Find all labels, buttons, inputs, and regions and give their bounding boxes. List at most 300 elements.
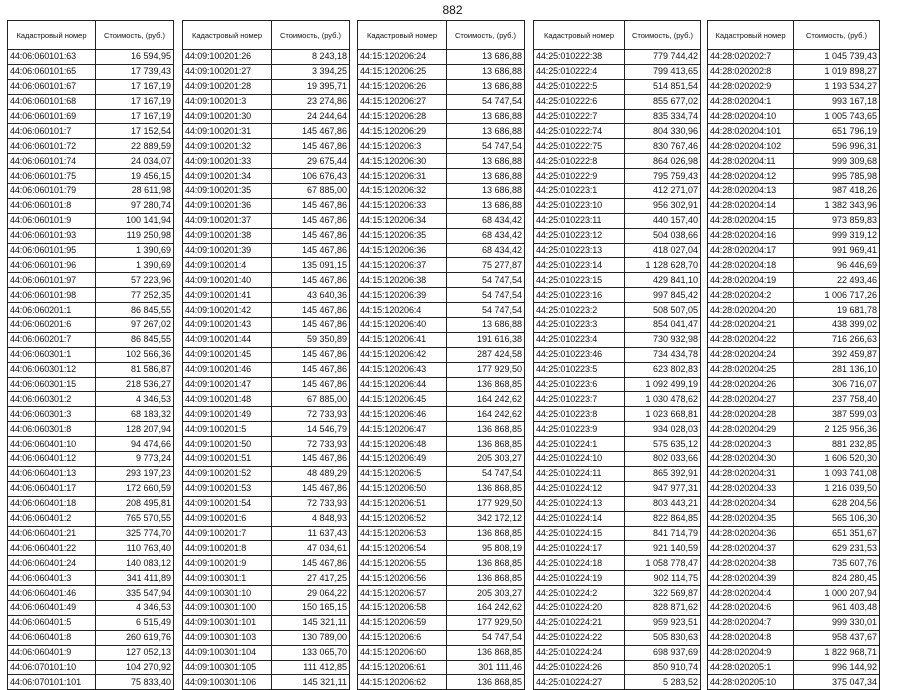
table-row [534, 407, 701, 422]
cadastral-number: 44:06:060201:6 [8, 318, 96, 333]
cost-value: 16 594,95 [96, 50, 174, 65]
cadastral-number: 44:09:100301:1 [183, 571, 272, 586]
cadastral-number: 44:28:020204:12 [708, 169, 794, 184]
cost-value: 342 172,12 [447, 511, 525, 526]
cadastral-number: 44:06:060401:3 [8, 571, 96, 586]
cost-value: 1 030 478,62 [625, 392, 701, 407]
table-row [8, 437, 174, 452]
cadastral-number: 44:25:010223:4 [534, 332, 625, 347]
table-row [534, 526, 701, 541]
cost-value: 28 611,98 [96, 184, 174, 199]
cadastral-number: 44:28:020204:37 [708, 541, 794, 556]
table-row [183, 615, 350, 630]
table-row [708, 496, 880, 511]
table-row [358, 184, 525, 199]
cost-value: 68 434,42 [447, 228, 525, 243]
cost-value: 505 830,63 [625, 630, 701, 645]
cadastral-number: 44:15:120206:42 [358, 347, 447, 362]
cadastral-number: 44:09:100301:104 [183, 645, 272, 660]
table-row [708, 422, 880, 437]
cost-value: 68 434,42 [447, 243, 525, 258]
cadastral-number: 44:28:020204:17 [708, 243, 794, 258]
cost-value: 4 346,53 [96, 600, 174, 615]
cadastral-number: 44:25:010224:20 [534, 600, 625, 615]
cadastral-number: 44:06:060401:10 [8, 437, 96, 452]
cost-value: 824 280,45 [794, 571, 880, 586]
cost-value: 1 092 499,19 [625, 377, 701, 392]
table-row [8, 139, 174, 154]
cadastral-number: 44:15:120206:24 [358, 50, 447, 65]
cadastral-number: 44:25:010223:7 [534, 392, 625, 407]
header-cost: Стоимость, (руб.) [96, 21, 174, 50]
cost-value: 959 923,51 [625, 615, 701, 630]
cost-value: 72 733,93 [272, 437, 350, 452]
table-row [708, 258, 880, 273]
cadastral-number: 44:15:120206:6 [358, 630, 447, 645]
table-row [183, 556, 350, 571]
cost-value: 961 403,48 [794, 600, 880, 615]
table-row [708, 556, 880, 571]
table-row [358, 586, 525, 601]
cadastral-number: 44:28:020204:38 [708, 556, 794, 571]
table-row [358, 452, 525, 467]
cadastral-number: 44:25:010223:9 [534, 422, 625, 437]
cost-value: 1 093 741,08 [794, 466, 880, 481]
table-row [708, 79, 880, 94]
table-row [183, 377, 350, 392]
table-row [708, 124, 880, 139]
table-row [534, 154, 701, 169]
cost-value: 145 467,86 [272, 124, 350, 139]
cost-value: 47 034,61 [272, 541, 350, 556]
table-row [358, 94, 525, 109]
table-row [8, 198, 174, 213]
cost-value: 440 157,40 [625, 213, 701, 228]
table-row [358, 630, 525, 645]
table-row [358, 64, 525, 79]
cost-value: 716 266,63 [794, 332, 880, 347]
cost-value: 111 412,85 [272, 660, 350, 675]
cadastral-number: 44:09:100201:45 [183, 347, 272, 362]
table-row [8, 481, 174, 496]
table-row [183, 64, 350, 79]
header-cost: Стоимость, (руб.) [625, 21, 701, 50]
table-row [358, 124, 525, 139]
cadastral-number: 44:28:020204:1 [708, 94, 794, 109]
table-row [708, 169, 880, 184]
table-row [183, 586, 350, 601]
table-row [358, 50, 525, 65]
table-row [8, 511, 174, 526]
cadastral-number: 44:15:120206:51 [358, 496, 447, 511]
cost-value: 325 774,70 [96, 526, 174, 541]
table-row [358, 660, 525, 675]
table-row [358, 645, 525, 660]
cadastral-number: 44:25:010223:5 [534, 362, 625, 377]
cost-value: 804 330,96 [625, 124, 701, 139]
cadastral-number: 44:25:010224:21 [534, 615, 625, 630]
cadastral-number: 44:15:120206:28 [358, 109, 447, 124]
cadastral-number: 44:06:060101:69 [8, 109, 96, 124]
cadastral-number: 44:15:120206:5 [358, 466, 447, 481]
cadastral-number: 44:25:010224:18 [534, 556, 625, 571]
table-row [534, 184, 701, 199]
cost-value: 24 244,64 [272, 109, 350, 124]
cadastral-number: 44:28:020204:28 [708, 407, 794, 422]
table-row [183, 347, 350, 362]
table-row [708, 466, 880, 481]
cost-value: 14 546,79 [272, 422, 350, 437]
cost-value: 13 686,88 [447, 50, 525, 65]
table-row [534, 318, 701, 333]
cadastral-number: 44:06:060401:9 [8, 645, 96, 660]
table-row [183, 645, 350, 660]
table-row [708, 50, 880, 65]
cadastral-number: 44:28:020204:18 [708, 258, 794, 273]
cadastral-number: 44:09:100201:40 [183, 273, 272, 288]
table-row [8, 556, 174, 571]
table-row [358, 318, 525, 333]
table-row [358, 139, 525, 154]
cadastral-number: 44:09:100201:47 [183, 377, 272, 392]
cost-value: 191 616,38 [447, 332, 525, 347]
cadastral-number: 44:09:100201:31 [183, 124, 272, 139]
table-row [183, 437, 350, 452]
cadastral-number: 44:09:100301:105 [183, 660, 272, 675]
table-row [358, 496, 525, 511]
cadastral-number: 44:06:060101:65 [8, 64, 96, 79]
cadastral-number: 44:28:020204:13 [708, 184, 794, 199]
cost-value: 335 547,94 [96, 586, 174, 601]
table-row [708, 541, 880, 556]
table-row [534, 124, 701, 139]
table-row [708, 303, 880, 318]
header-cost: Стоимость, (руб.) [272, 21, 350, 50]
cadastral-number: 44:09:100201:7 [183, 526, 272, 541]
cost-value: 145 321,11 [272, 615, 350, 630]
table-row [708, 660, 880, 675]
table-row [534, 511, 701, 526]
cost-value: 177 929,50 [447, 496, 525, 511]
cost-value: 802 033,66 [625, 452, 701, 467]
cadastral-number: 44:09:100301:101 [183, 615, 272, 630]
table-row [534, 377, 701, 392]
table-row [358, 198, 525, 213]
cost-value: 136 868,85 [447, 377, 525, 392]
cadastral-number: 44:06:070101:10 [8, 660, 96, 675]
table-row [8, 392, 174, 407]
cost-value: 1 382 343,96 [794, 198, 880, 213]
cost-value: 281 136,10 [794, 362, 880, 377]
cadastral-number: 44:25:010223:2 [534, 303, 625, 318]
cadastral-number: 44:06:060401:18 [8, 496, 96, 511]
table-row [534, 303, 701, 318]
table-row [183, 184, 350, 199]
table-row [183, 496, 350, 511]
table-row [534, 422, 701, 437]
table-row [8, 615, 174, 630]
cost-value: 17 167,19 [96, 94, 174, 109]
cadastral-number: 44:28:020204:11 [708, 154, 794, 169]
cost-value: 136 868,85 [447, 645, 525, 660]
cadastral-number: 44:28:020204:29 [708, 422, 794, 437]
cadastral-number: 44:15:120206:59 [358, 615, 447, 630]
cost-value: 854 041,47 [625, 318, 701, 333]
cost-value: 730 932,98 [625, 332, 701, 347]
cost-value: 1 822 968,71 [794, 645, 880, 660]
cadastral-number: 44:25:010223:6 [534, 377, 625, 392]
cost-value: 412 271,07 [625, 184, 701, 199]
cost-value: 22 493,46 [794, 273, 880, 288]
cadastral-number: 44:15:120206:34 [358, 213, 447, 228]
table-row [534, 288, 701, 303]
cost-value: 29 064,22 [272, 586, 350, 601]
cost-value: 97 267,02 [96, 318, 174, 333]
table-row [183, 258, 350, 273]
cost-value: 13 686,88 [447, 184, 525, 199]
cost-value: 29 675,44 [272, 154, 350, 169]
table-row [8, 526, 174, 541]
cadastral-number: 44:09:100201:36 [183, 198, 272, 213]
cost-value: 13 686,88 [447, 124, 525, 139]
table-row [708, 228, 880, 243]
cadastral-number: 44:06:060101:93 [8, 228, 96, 243]
cadastral-number: 44:28:020204:15 [708, 213, 794, 228]
cost-value: 921 140,59 [625, 541, 701, 556]
cost-value: 54 747,54 [447, 303, 525, 318]
table-row [183, 660, 350, 675]
table-row [183, 332, 350, 347]
cadastral-number: 44:06:060101:75 [8, 169, 96, 184]
table-row [183, 213, 350, 228]
table-row [183, 541, 350, 556]
cost-value: 1 058 778,47 [625, 556, 701, 571]
cadastral-number: 44:25:010223:14 [534, 258, 625, 273]
cost-value: 13 686,88 [447, 109, 525, 124]
table-row [183, 600, 350, 615]
table-row [358, 154, 525, 169]
cost-value: 208 495,81 [96, 496, 174, 511]
cadastral-number: 44:15:120206:46 [358, 407, 447, 422]
table-row [708, 288, 880, 303]
cadastral-number: 44:09:100201:53 [183, 481, 272, 496]
cadastral-number: 44:15:120206:4 [358, 303, 447, 318]
cost-value: 145 467,86 [272, 243, 350, 258]
cost-value: 822 864,85 [625, 511, 701, 526]
table-row [8, 79, 174, 94]
cadastral-table-5 [707, 20, 880, 690]
table-row [534, 615, 701, 630]
header-cadastral: Кадастровый номер [8, 21, 96, 50]
cadastral-number: 44:25:010224:27 [534, 675, 625, 690]
table-row [358, 407, 525, 422]
cadastral-number: 44:15:120206:27 [358, 94, 447, 109]
cost-value: 136 868,85 [447, 571, 525, 586]
cadastral-number: 44:06:060401:8 [8, 630, 96, 645]
cost-value: 19 456,15 [96, 169, 174, 184]
cadastral-number: 44:09:100201:27 [183, 64, 272, 79]
table-row [8, 362, 174, 377]
cadastral-number: 44:25:010224:17 [534, 541, 625, 556]
table-row [708, 184, 880, 199]
cost-value: 4 346,53 [96, 392, 174, 407]
cost-value: 136 868,85 [447, 556, 525, 571]
cadastral-number: 44:06:060101:8 [8, 198, 96, 213]
cadastral-number: 44:09:100201:3 [183, 94, 272, 109]
cadastral-number: 44:15:120206:32 [358, 184, 447, 199]
table-row [708, 362, 880, 377]
cadastral-number: 44:15:120206:3 [358, 139, 447, 154]
cost-value: 164 242,62 [447, 392, 525, 407]
cadastral-number: 44:09:100201:52 [183, 466, 272, 481]
table-row [358, 377, 525, 392]
cadastral-number: 44:25:010224:1 [534, 437, 625, 452]
cadastral-number: 44:25:010223:3 [534, 318, 625, 333]
cost-value: 5 283,52 [625, 675, 701, 690]
cadastral-number: 44:06:060301:12 [8, 362, 96, 377]
table-row [534, 198, 701, 213]
table-row [358, 600, 525, 615]
table-row [183, 526, 350, 541]
table-row [358, 169, 525, 184]
table-row [183, 154, 350, 169]
table-row [534, 630, 701, 645]
cost-value: 24 034,07 [96, 154, 174, 169]
table-row [8, 332, 174, 347]
cost-value: 1 390,69 [96, 243, 174, 258]
cadastral-number: 44:09:100201:5 [183, 422, 272, 437]
cadastral-number: 44:09:100201:33 [183, 154, 272, 169]
cost-value: 835 334,74 [625, 109, 701, 124]
table-row [8, 645, 174, 660]
cost-value: 1 216 039,50 [794, 481, 880, 496]
cadastral-table-4 [533, 20, 701, 690]
cadastral-number: 44:09:100201:46 [183, 362, 272, 377]
table-row [534, 139, 701, 154]
cost-value: 145 467,86 [272, 318, 350, 333]
cost-value: 387 599,03 [794, 407, 880, 422]
table-row [358, 362, 525, 377]
table-row [534, 645, 701, 660]
table-row [358, 243, 525, 258]
cadastral-number: 44:25:010223:8 [534, 407, 625, 422]
cost-value: 145 467,86 [272, 303, 350, 318]
cost-value: 795 759,43 [625, 169, 701, 184]
table-row [358, 258, 525, 273]
table-row [708, 392, 880, 407]
cost-value: 68 183,32 [96, 407, 174, 422]
cost-value: 86 845,55 [96, 303, 174, 318]
cost-value: 306 716,07 [794, 377, 880, 392]
cost-value: 145 467,86 [272, 481, 350, 496]
cadastral-number: 44:09:100201:32 [183, 139, 272, 154]
cost-value: 993 167,18 [794, 94, 880, 109]
cadastral-number: 44:25:010222:9 [534, 169, 625, 184]
cadastral-number: 44:15:120206:43 [358, 362, 447, 377]
cost-value: 237 758,40 [794, 392, 880, 407]
cost-value: 1 390,69 [96, 258, 174, 273]
cadastral-number: 44:28:020204:35 [708, 511, 794, 526]
cadastral-number: 44:25:010222:6 [534, 94, 625, 109]
table-row [534, 496, 701, 511]
table-row [534, 481, 701, 496]
cost-value: 145 321,11 [272, 675, 350, 690]
cadastral-number: 44:28:020204:2 [708, 288, 794, 303]
cadastral-number: 44:06:060101:98 [8, 288, 96, 303]
table-row [358, 511, 525, 526]
cost-value: 100 141,94 [96, 213, 174, 228]
table-row [534, 94, 701, 109]
cadastral-number: 44:09:100201:44 [183, 332, 272, 347]
table-row [358, 571, 525, 586]
cadastral-number: 44:28:020204:14 [708, 198, 794, 213]
cadastral-number: 44:25:010224:19 [534, 571, 625, 586]
cadastral-number: 44:06:060101:68 [8, 94, 96, 109]
cost-value: 86 845,55 [96, 332, 174, 347]
cadastral-number: 44:15:120206:53 [358, 526, 447, 541]
cadastral-number: 44:09:100201:51 [183, 452, 272, 467]
cadastral-number: 44:28:020204:21 [708, 318, 794, 333]
cost-value: 140 083,12 [96, 556, 174, 571]
cadastral-number: 44:06:060401:46 [8, 586, 96, 601]
cost-value: 803 443,21 [625, 496, 701, 511]
table-row [8, 228, 174, 243]
cadastral-number: 44:06:060101:74 [8, 154, 96, 169]
cadastral-number: 44:28:020204:36 [708, 526, 794, 541]
cadastral-number: 44:09:100201:26 [183, 50, 272, 65]
cost-value: 136 868,85 [447, 422, 525, 437]
cadastral-number: 44:25:010224:13 [534, 496, 625, 511]
table-row [534, 273, 701, 288]
cost-value: 623 802,83 [625, 362, 701, 377]
cost-value: 59 350,89 [272, 332, 350, 347]
header-cost: Стоимость, (руб.) [794, 21, 880, 50]
cadastral-number: 44:06:060101:63 [8, 50, 96, 65]
table-row [8, 496, 174, 511]
table-row [183, 243, 350, 258]
table-row [534, 362, 701, 377]
cost-value: 128 207,94 [96, 422, 174, 437]
cost-value: 135 091,15 [272, 258, 350, 273]
table-row [8, 407, 174, 422]
cost-value: 1 006 717,26 [794, 288, 880, 303]
table-row [708, 109, 880, 124]
cadastral-number: 44:15:120206:48 [358, 437, 447, 452]
cost-value: 734 434,78 [625, 347, 701, 362]
table-row [534, 452, 701, 467]
cadastral-number: 44:06:060301:2 [8, 392, 96, 407]
cost-value: 999 309,68 [794, 154, 880, 169]
cadastral-number: 44:15:120206:33 [358, 198, 447, 213]
table-row [708, 600, 880, 615]
table-row [534, 466, 701, 481]
table-row [8, 347, 174, 362]
cost-value: 17 167,19 [96, 109, 174, 124]
cadastral-number: 44:15:120206:45 [358, 392, 447, 407]
cost-value: 438 399,02 [794, 318, 880, 333]
cadastral-number: 44:25:010222:74 [534, 124, 625, 139]
table-row [183, 139, 350, 154]
table-row [183, 94, 350, 109]
cost-value: 43 640,36 [272, 288, 350, 303]
cost-value: 136 868,85 [447, 437, 525, 452]
cadastral-number: 44:15:120206:25 [358, 64, 447, 79]
table-row [534, 600, 701, 615]
cost-value: 164 242,62 [447, 407, 525, 422]
cadastral-number: 44:06:060401:49 [8, 600, 96, 615]
table-row [534, 169, 701, 184]
table-row [8, 243, 174, 258]
